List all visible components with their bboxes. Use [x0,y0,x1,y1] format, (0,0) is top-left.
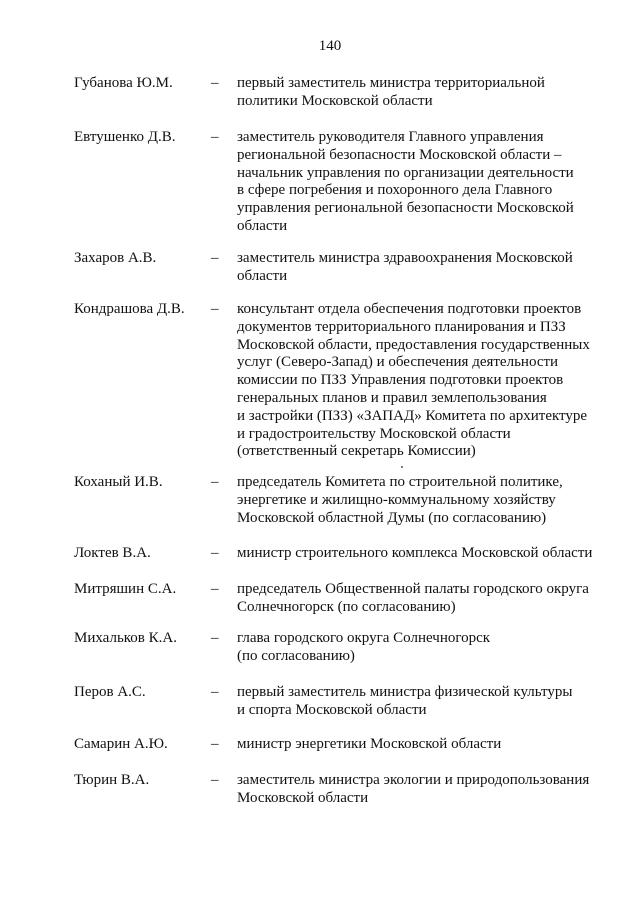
role-line: и градостроительству Московской области [237,425,511,442]
member-name: Локтев В.А. [74,545,151,561]
role-line: документов территориального планирования и ПЗЗ [237,318,566,335]
role-line: и застройки (ПЗЗ) «ЗАПАД» Комитета по архитектуре [237,407,588,424]
role-line: генеральных планов и правил землепользования [237,389,547,406]
dash-separator: – [211,772,219,788]
member-role [237,250,617,286]
role-line: министр энергетики Московской области [237,736,502,752]
role-line: энергетике и жилищно-коммунальному хозяйству [237,491,556,508]
role-line: и спорта Московской области [237,701,427,718]
role-line: области [237,217,288,234]
role-line: глава городского округа Солнечногорск [237,630,491,646]
member-name: Захаров А.В. [74,250,157,266]
dash-separator: – [211,736,219,752]
role-line: заместитель руководителя Главного управления [237,129,544,145]
member-name: Губанова Ю.М. [74,75,173,91]
role-line: начальник управления по организации деятельности [237,164,574,181]
role-line: Московской области [237,789,369,806]
role-line: политики Московской области [237,92,433,109]
member-role [237,474,617,527]
role-line: председатель Комитета по строительной политике, [237,474,563,490]
role-line: (ответственный секретарь Комиссии) [237,443,476,460]
role-line: области [237,267,288,284]
dash-separator: – [211,129,219,145]
role-line: услуг (Северо-Запад) и обеспечения деятельности [237,354,559,371]
dash-separator: – [211,301,219,317]
dash-separator: – [211,630,219,646]
role-line: заместитель министра здравоохранения Московской [237,250,573,266]
role-line: Московской области, предоставления государственных [237,336,590,353]
role-line: (по согласованию) [237,647,355,664]
member-role [237,75,617,111]
member-name: Митряшин С.А. [74,581,177,597]
role-line: в сфере погребения и похоронного дела Главного [237,182,553,199]
dash-separator: – [211,75,219,91]
member-role [237,581,617,617]
member-name: Перов А.С. [74,684,146,700]
member-name: Кондрашова Д.В. [74,301,185,317]
member-role [237,684,617,720]
member-name: Евтушенко Д.В. [74,129,176,145]
role-line: председатель Общественной палаты городского округа [237,581,589,597]
page-number: 140 [318,38,342,54]
member-name: Коханый И.В. [74,474,163,490]
member-name: Самарин А.Ю. [74,736,168,752]
dash-separator: – [211,545,219,561]
member-role [237,301,617,461]
role-line: комиссии по ПЗЗ Управления подготовки проектов [237,372,564,389]
role-line: региональной безопасности Московской области – [237,146,562,163]
role-line: Солнечногорск (по согласованию) [237,598,456,615]
dash-separator: – [211,684,219,700]
role-line: первый заместитель министра физической культуры [237,684,573,700]
dash-separator: – [211,581,219,597]
member-role [237,545,617,563]
role-line: первый заместитель министра территориальной [237,75,545,91]
dash-separator: – [211,250,219,266]
member-name: Тюрин В.А. [74,772,150,788]
member-name: Михальков К.А. [74,630,177,646]
role-line: министр строительного комплекса Московской области [237,545,593,561]
role-line: Московской областной Думы (по согласованию) [237,509,547,526]
member-role [237,736,617,754]
role-line: заместитель министра экологии и природопользования [237,772,590,788]
dash-separator: – [211,474,219,490]
member-role [237,772,617,808]
role-line: консультант отдела обеспечения подготовки проектов [237,301,582,317]
scan-speck [401,466,403,468]
member-role [237,129,617,236]
role-line: управления региональной безопасности Московской [237,200,574,217]
member-role [237,630,617,666]
